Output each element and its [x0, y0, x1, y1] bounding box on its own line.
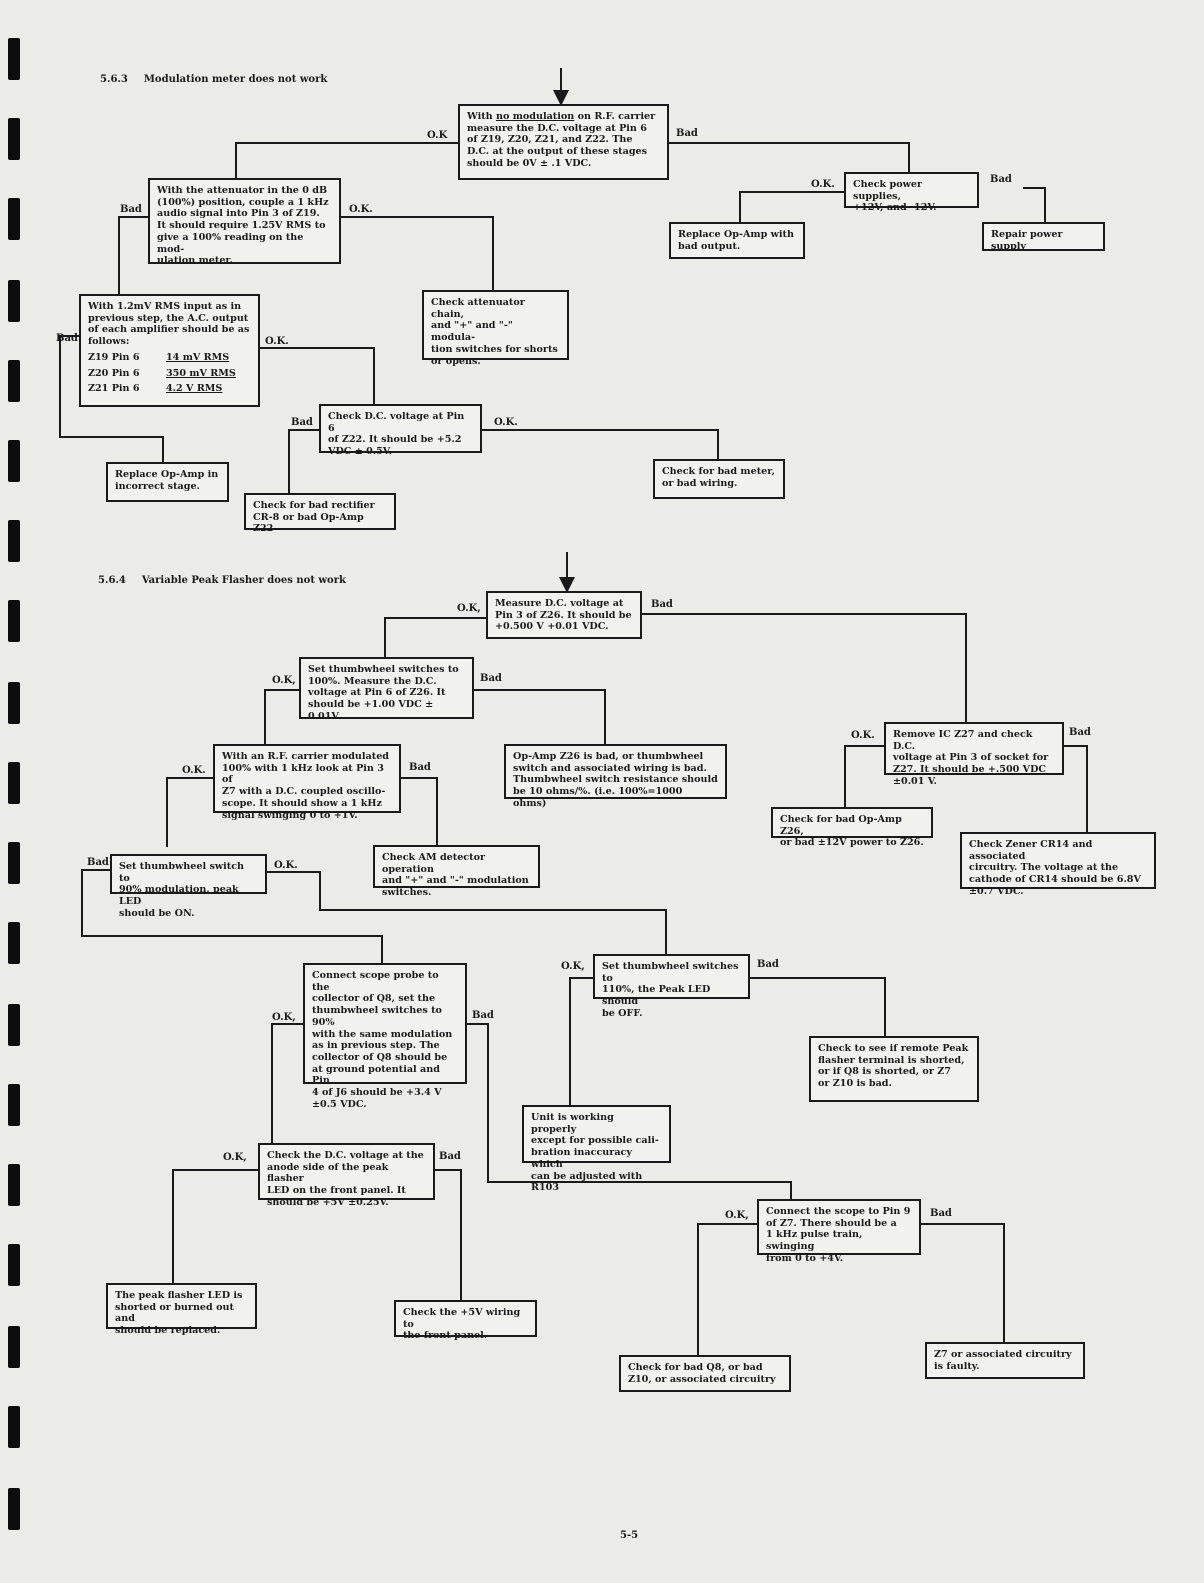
- spec-value: 14 mV RMS: [166, 351, 230, 363]
- spec-pin: Z21 Pin 6: [88, 383, 140, 395]
- spec-pin: Z19 Pin 6: [88, 351, 140, 363]
- step-text: Check D.C. voltage at Pin 6 of Z22. It should be +5.2 VDC ± 0.5V.: [328, 411, 465, 458]
- branch-label-bad: Bad: [651, 599, 673, 610]
- section-title: Variable Peak Flasher does not work: [141, 575, 346, 586]
- branch-label-bad: Bad: [56, 333, 78, 344]
- branch-label-ok: O.K.: [811, 179, 835, 190]
- step-text-emphasis: no modulation: [496, 111, 575, 122]
- branch-label-ok: O.K: [427, 130, 448, 141]
- section-heading-5-6-3: [100, 74, 327, 85]
- page-number: 5-5: [620, 1530, 639, 1541]
- step-text: Check to see if remote Peak flasher terminal is shorted, or if Q8 is shorted, or Z7 or Z10 is bad.: [818, 1043, 969, 1090]
- step-rf-carrier-modulated-100: [213, 744, 401, 821]
- branch-label-bad: Bad: [439, 1151, 461, 1162]
- step-text: Measure D.C. voltage at Pin 3 of Z26. It should be +0.500 V +0.01 VDC.: [495, 598, 632, 633]
- step-check-power-supplies: [844, 172, 979, 214]
- step-text: Remove IC Z27 and check D.C. voltage at Pin 3 of socket for Z27. It should be +.500 VDC ±0.01 V.: [893, 729, 1049, 787]
- result-unit-working-properly: [522, 1105, 671, 1194]
- step-text: Check the D.C. voltage at the anode side of the peak flasher LED on the front panel. It should be +5V ±0.25V.: [267, 1150, 424, 1208]
- branch-label-bad: Bad: [291, 417, 313, 428]
- result-check-attenuator-chain: [422, 290, 569, 367]
- step-text: Connect scope probe to the collector of Q8, set the thumbwheel switches to 90% with the same modulation as in previous step. The collector of Q8 should be at ground potential and Pin 4 of J6 should be +3.4 V ±0.5 VDC.: [312, 970, 453, 1110]
- result-check-bad-q8: [619, 1355, 791, 1392]
- branch-label-bad: Bad: [87, 857, 109, 868]
- step-text: Replace Op-Amp in incorrect stage.: [115, 469, 219, 492]
- result-check-5v-wiring: [394, 1300, 537, 1342]
- branch-label-ok: O.K.: [182, 765, 206, 776]
- step-text: With 1.2mV RMS input as in previous step, the A.C. output of each amplifier should be as follows:: [88, 301, 250, 348]
- branch-label-bad: Bad: [990, 174, 1012, 185]
- step-text: With an R.F. carrier modulated 100% with 1 kHz look at Pin 3 of Z7 with a D.C. coupled oscillo- scope. It should show a 1 kHz signal swinging 0 to +1V.: [222, 751, 390, 821]
- step-set-thumbwheel-90: [110, 854, 267, 919]
- step-text: Z7 or associated circuitry is faulty.: [934, 1349, 1072, 1372]
- result-replace-op-amp-bad-output: [669, 222, 805, 259]
- spec-row: [88, 368, 251, 380]
- result-check-bad-meter: [653, 459, 785, 499]
- result-check-remote-peak-flasher: [809, 1036, 979, 1102]
- step-set-thumbwheel-100: [299, 657, 474, 722]
- step-text: The peak flasher LED is shorted or burned out and should be replaced.: [115, 1290, 243, 1337]
- result-check-bad-op-amp-z26: [771, 807, 933, 849]
- step-text: Check the +5V wiring to the front panel.: [403, 1307, 521, 1342]
- step-check-dc-anode-led: [258, 1143, 435, 1208]
- step-text: Op-Amp Z26 is bad, or thumbwheel switch and associated wiring is bad. Thumbwheel switch resistance should be 10 ohms/%. (i.e. 100%=1000 ohms): [513, 751, 718, 809]
- result-replace-peak-flasher-led: [106, 1283, 257, 1337]
- result-check-zener-cr14: [960, 832, 1156, 897]
- step-text: Set thumbwheel switch to 90% modulation, peak LED should be ON.: [119, 861, 245, 919]
- step-text: Check AM detector operation and "+" and "-" modulation switches.: [382, 852, 529, 899]
- spec-row: [88, 383, 251, 395]
- branch-label-bad: Bad: [676, 128, 698, 139]
- step-remove-ic-z27: [884, 722, 1064, 787]
- section-heading-5-6-4: [98, 575, 346, 586]
- branch-label-ok: O.K,: [272, 675, 296, 686]
- step-text: Check for bad rectifier CR-8 or bad Op-Amp Z22: [253, 500, 375, 535]
- spec-value: 350 mV RMS: [166, 367, 236, 379]
- section-number: 5.6.4: [98, 575, 126, 586]
- result-z7-faulty: [925, 1342, 1085, 1379]
- step-text: With the attenuator in the 0 dB (100%) position, couple a 1 kHz audio signal into Pin 3 of Z19. It should require 1.25V RMS to give a 100% reading on the mod- ulation meter.: [157, 185, 329, 267]
- step-text: Set thumbwheel switches to 100%. Measure the D.C. voltage at Pin 6 of Z26. It should be +1.00 VDC ± 0.01V: [308, 664, 459, 722]
- branch-label-bad: Bad: [472, 1010, 494, 1021]
- branch-label-ok: O.K.: [851, 730, 875, 741]
- branch-label-ok: O.K.: [274, 860, 298, 871]
- step-attenuator-0db: [148, 178, 341, 267]
- branch-label-ok: O.K.: [494, 417, 518, 428]
- step-text: Repair power supply: [991, 229, 1063, 252]
- spec-row: [88, 352, 251, 364]
- branch-label-ok: O.K,: [725, 1210, 749, 1221]
- step-text: With: [467, 111, 496, 122]
- step-text: Check power supplies, +12V, and -12V.: [853, 179, 937, 214]
- result-replace-op-amp-incorrect-stage: [106, 462, 229, 502]
- branch-label-ok: O.K,: [223, 1152, 247, 1163]
- branch-label-ok: O.K,: [561, 961, 585, 972]
- step-measure-dc-no-modulation: [458, 104, 669, 180]
- branch-label-bad: Bad: [480, 673, 502, 684]
- step-text: Connect the scope to Pin 9 of Z7. There should be a 1 kHz pulse train, swinging from 0 to +4V.: [766, 1206, 911, 1264]
- step-text: Replace Op-Amp with bad output.: [678, 229, 794, 252]
- branch-label-bad: Bad: [409, 762, 431, 773]
- step-set-thumbwheel-110: [593, 954, 750, 1019]
- step-connect-scope-pin9-z7: [757, 1199, 921, 1264]
- step-text: on R.F. carrier measure the D.C. voltage at Pin 6 of Z19, Z20, Z21, and Z22. The D.C. at the output of these stages should be 0V ± .1 VDC.: [467, 111, 656, 169]
- spec-pin: Z20 Pin 6: [88, 367, 140, 379]
- branch-label-bad: Bad: [930, 1208, 952, 1219]
- section-number: 5.6.3: [100, 74, 128, 85]
- result-op-amp-z26-bad: [504, 744, 727, 809]
- branch-label-ok: O.K,: [457, 603, 481, 614]
- branch-label-ok: O.K.: [349, 204, 373, 215]
- result-repair-power-supply: [982, 222, 1105, 251]
- branch-label-ok: O.K,: [272, 1012, 296, 1023]
- branch-label-ok: O.K.: [265, 336, 289, 347]
- branch-label-bad: Bad: [120, 204, 142, 215]
- step-text: Check Zener CR14 and associated circuitry. The voltage at the cathode of CR14 should be 6.8V ±0.7 VDC.: [969, 839, 1141, 897]
- step-ac-output-amplifiers: [79, 294, 260, 407]
- step-text: Check for bad Op-Amp Z26, or bad ±12V power to Z26.: [780, 814, 924, 849]
- section-title: Modulation meter does not work: [143, 74, 328, 85]
- step-text: Unit is working properly except for possible cali- bration inaccuracy which can be adjusted with R103: [531, 1112, 659, 1194]
- branch-label-bad: Bad: [757, 959, 779, 970]
- step-connect-scope-probe-q8: [303, 963, 467, 1110]
- step-measure-dc-pin3-z26: [486, 591, 642, 639]
- step-text: Check attenuator chain, and "+" and "-" modula- tion switches for shorts or opens.: [431, 297, 558, 367]
- result-check-bad-rectifier: [244, 493, 396, 535]
- step-text: Check for bad Q8, or bad Z10, or associated circuitry: [628, 1362, 776, 1385]
- step-text: Set thumbwheel switches to 110%, the Peak LED should be OFF.: [602, 961, 739, 1019]
- spec-value: 4.2 V RMS: [166, 383, 223, 395]
- step-check-dc-pin6-z22: [319, 404, 482, 458]
- result-check-am-detector: [373, 845, 540, 899]
- branch-label-bad: Bad: [1069, 727, 1091, 738]
- step-text: Check for bad meter, or bad wiring.: [662, 466, 775, 489]
